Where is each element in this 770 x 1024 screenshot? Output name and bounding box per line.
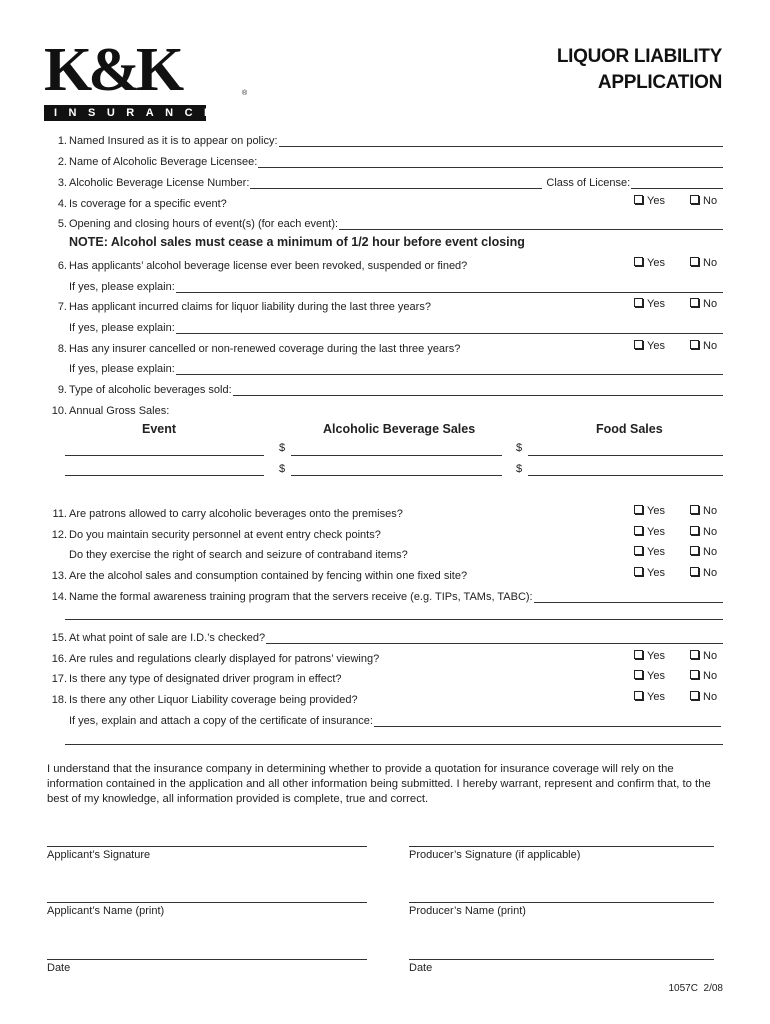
checkbox-icon [690,691,699,700]
applicant-name-field[interactable] [47,902,367,903]
applicant-signature-field[interactable] [47,846,367,847]
alcohol-sales-field-2[interactable] [291,475,502,476]
licensee-name-field[interactable] [258,156,723,168]
declaration-text: I understand that the insurance company in determining whether to provide a quotation for insurance coverage will rely on the information contained in the application and all other information being submitted. I hereby warrant, represent and confirm that, to the best of my knowledge, all information provided is complete, true and correct. [47,763,711,805]
question-16: 16. Are rules and regulations clearly displayed for patrons’ viewing? [51,653,380,665]
question-6: 6. Has applicants’ alcohol beverage license ever been revoked, suspended or fined? [57,260,468,272]
checkbox-icon [634,195,643,204]
question-18-explain: If yes, explain and attach a copy of the certificate of insurance: [69,712,721,727]
checkbox-icon [634,691,643,700]
event-field-1[interactable] [65,455,264,456]
checkbox-icon [634,567,643,576]
col-food-sales: Food Sales [596,422,663,436]
producer-date-field[interactable] [409,959,714,960]
checkbox-icon [690,340,699,349]
yes-checkbox[interactable]: Yes [634,546,665,558]
checkbox-icon [690,650,699,659]
checkbox-icon [690,195,699,204]
col-alcohol-sales: Alcoholic Beverage Sales [323,422,476,436]
question-11: 11. Are patrons allowed to carry alcoholic beverages onto the premises? [52,508,403,520]
logo [44,36,248,122]
no-checkbox[interactable]: No [690,650,717,662]
no-checkbox[interactable]: No [690,670,717,682]
question-9: 9. Type of alcoholic beverages sold: [47,381,723,396]
checkbox-icon [634,298,643,307]
license-class-field[interactable] [631,177,723,189]
training-program-field-line2[interactable] [65,619,723,620]
no-checkbox[interactable]: No [690,567,717,579]
applicant-date-label: Date [47,962,71,974]
question-12b: Do they exercise the right of search and seizure of contraband items? [69,549,408,561]
currency-symbol: $ [279,442,286,454]
beverage-types-field[interactable] [233,384,723,396]
producer-name-field[interactable] [409,902,714,903]
form-title-line2: APPLICATION [597,72,722,93]
no-checkbox[interactable]: No [690,340,717,352]
q18-explain-field-line2[interactable] [65,744,723,745]
checkbox-icon [690,526,699,535]
event-hours-field[interactable] [339,218,723,230]
yes-checkbox[interactable]: Yes [634,195,665,207]
question-6-explain: If yes, please explain: [69,278,723,293]
named-insured-field[interactable] [279,135,723,147]
no-checkbox[interactable]: No [690,257,717,269]
producer-signature-field[interactable] [409,846,714,847]
checkbox-icon [690,505,699,514]
col-event: Event [142,422,177,436]
no-checkbox[interactable]: No [690,195,717,207]
logo-main: K&K [44,36,181,104]
question-7: 7. Has applicant incurred claims for liquor liability during the last three years? [57,301,431,313]
producer-signature-label: Producer’s Signature (if applicable) [409,849,581,861]
question-8-explain: If yes, please explain: [69,360,723,375]
yes-checkbox[interactable]: Yes [634,567,665,579]
checkbox-icon [634,505,643,514]
event-field-2[interactable] [65,475,264,476]
question-10: 10. Annual Gross Sales: [51,405,170,417]
yes-checkbox[interactable]: Yes [634,526,665,538]
q7-explain-field[interactable] [176,322,723,334]
checkbox-icon [634,650,643,659]
training-program-field[interactable] [534,591,723,603]
checkbox-icon [634,340,643,349]
applicant-name-label: Applicant’s Name (print) [47,905,165,917]
no-checkbox[interactable]: No [690,526,717,538]
question-5: 5. Opening and closing hours of event(s) (for each event): [47,215,723,230]
question-2: 2. Name of Alcoholic Beverage Licensee: [47,153,723,168]
checkbox-icon [690,670,699,679]
question-3: 3. Alcoholic Beverage License Number: Class of License: [47,174,723,189]
yes-checkbox[interactable]: Yes [634,340,665,352]
no-checkbox[interactable]: No [690,691,717,703]
producer-name-label: Producer’s Name (print) [409,905,526,917]
question-18: 18. Is there any other Liquor Liability coverage being provided? [51,694,358,706]
no-checkbox[interactable]: No [690,298,717,310]
yes-checkbox[interactable]: Yes [634,505,665,517]
form-code: 1057C 2/08 [668,983,723,994]
question-15: 15. At what point of sale are I.D.’s checked? [47,629,723,644]
applicant-signature-label: Applicant’s Signature [47,849,151,861]
question-7-explain: If yes, please explain: [69,319,723,334]
no-checkbox[interactable]: No [690,505,717,517]
q18-explain-field[interactable] [374,715,721,727]
license-number-field[interactable] [250,177,542,189]
checkbox-icon [690,298,699,307]
currency-symbol: $ [279,463,286,475]
checkbox-icon [690,567,699,576]
yes-checkbox[interactable]: Yes [634,650,665,662]
checkbox-icon [690,546,699,555]
form-title-line1: LIQUOR LIABILITY [556,46,722,67]
alcohol-sales-field-1[interactable] [291,455,502,456]
food-sales-field-2[interactable] [528,475,723,476]
question-14: 14. Name the formal awareness training program that the servers receive (e.g. TIPs, TAMs, TABC): [47,588,723,603]
logo-registered: ® [242,90,248,97]
food-sales-field-1[interactable] [528,455,723,456]
id-check-field[interactable] [266,632,723,644]
question-8: 8. Has any insurer cancelled or non-renewed coverage during the last three years? [57,343,461,355]
checkbox-icon [634,670,643,679]
q8-explain-field[interactable] [176,363,723,375]
yes-checkbox[interactable]: Yes [634,670,665,682]
currency-symbol: $ [516,442,523,454]
yes-checkbox[interactable]: Yes [634,298,665,310]
producer-date-label: Date [409,962,433,974]
applicant-date-field[interactable] [47,959,367,960]
logo-sub: INSURANCE [44,105,206,121]
checkbox-icon [634,546,643,555]
question-17: 17. Is there any type of designated driver program in effect? [51,673,342,685]
q6-explain-field[interactable] [176,281,723,293]
currency-symbol: $ [516,463,523,475]
checkbox-icon [690,257,699,266]
question-4: 4. Is coverage for a specific event? [57,198,227,210]
yes-checkbox[interactable]: Yes [634,691,665,703]
checkbox-icon [634,526,643,535]
no-checkbox[interactable]: No [690,546,717,558]
note-text: NOTE: Alcohol sales must cease a minimum of 1/2 hour before event closing [69,235,525,249]
question-1: 1. Named Insured as it is to appear on policy: [47,132,723,147]
question-12: 12. Do you maintain security personnel at event entry check points? [51,529,381,541]
question-13: 13. Are the alcohol sales and consumption contained by fencing within one fixed site? [51,570,468,582]
yes-checkbox[interactable]: Yes [634,257,665,269]
checkbox-icon [634,257,643,266]
